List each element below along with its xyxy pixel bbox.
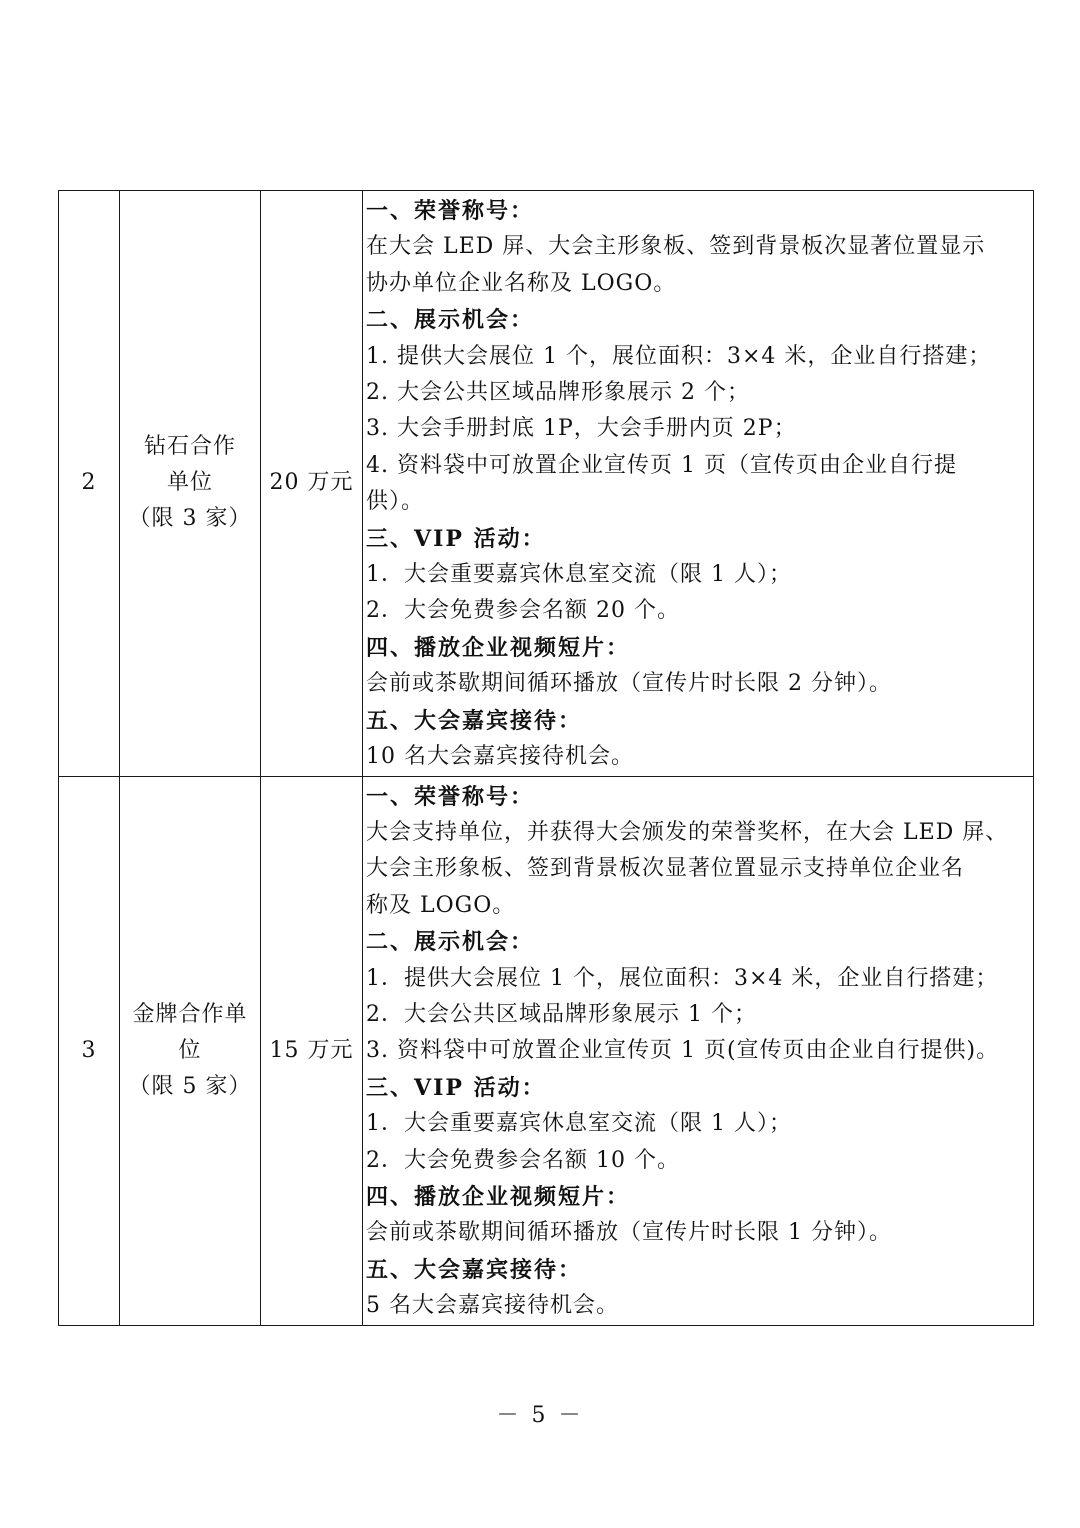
benefit-line: 大会支持单位，并获得大会颁发的荣誉奖杯，在大会 LED 屏、 [366, 819, 1009, 845]
sponsor-level-text: （限 5 家） [128, 1073, 252, 1099]
benefit-heading: 五、大会嘉宾接待： [366, 1256, 583, 1283]
benefit-heading: 三、VIP 活动： [366, 525, 546, 552]
benefit-line: 大会主形象板、签到背景板次显著位置显示支持单位企业名 [366, 856, 965, 882]
benefit-line: 1．大会重要嘉宾休息室交流（限 1 人）； [366, 562, 792, 588]
price-cell: 20 万元 [261, 191, 363, 777]
benefit-line: 5 名大会嘉宾接待机会。 [366, 1293, 619, 1319]
benefit-heading: 五、大会嘉宾接待： [366, 707, 583, 734]
benefit-line: 1．大会重要嘉宾休息室交流（限 1 人）； [366, 1111, 792, 1137]
row-number-cell: 2 [59, 191, 120, 777]
sponsor-level-cell [120, 191, 261, 777]
table-row [59, 776, 1034, 1325]
benefit-line: 1．提供大会展位 1 个，展位面积：3×4 米，企业自行搭建； [366, 965, 999, 991]
benefit-line: 3. 大会手册封底 1P，大会手册内页 2P； [366, 416, 797, 442]
sponsor-level-cell [120, 776, 261, 1325]
benefit-line: 2．大会免费参会名额 10 个。 [366, 1147, 680, 1173]
benefit-heading: 一、荣誉称号： [366, 783, 535, 810]
benefit-line: 会前或茶歇期间循环播放（宣传片时长限 1 分钟）。 [366, 1220, 892, 1246]
benefit-line: 1. 提供大会展位 1 个，展位面积：3×4 米，企业自行搭建； [366, 343, 992, 369]
benefit-line: 在大会 LED 屏、大会主形象板、签到背景板次显著位置显示 [366, 234, 986, 260]
benefit-line: 称及 LOGO。 [366, 892, 516, 918]
benefit-line: 会前或茶歇期间循环播放（宣传片时长限 2 分钟）。 [366, 671, 892, 697]
benefit-line: 10 名大会嘉宾接待机会。 [366, 744, 634, 770]
sponsorship-table [58, 190, 1034, 1326]
sponsor-level-text: （限 3 家） [128, 506, 252, 532]
price-cell: 15 万元 [261, 776, 363, 1325]
benefit-line: 2. 大会公共区域品牌形象展示 2 个； [366, 380, 750, 406]
benefit-heading: 二、展示机会： [366, 929, 535, 956]
sponsor-level-text: 钻石合作 [143, 434, 236, 460]
benefit-heading: 二、展示机会： [366, 307, 535, 334]
benefits-cell [363, 191, 1034, 777]
benefit-line: 2．大会公共区域品牌形象展示 1 个； [366, 1001, 757, 1027]
benefit-line: 协办单位企业名称及 LOGO。 [366, 270, 677, 296]
benefit-line: 4. 资料袋中可放置企业宣传页 1 页（宣传页由企业自行提 [366, 452, 957, 478]
benefit-line: 供）。 [366, 489, 425, 515]
benefit-heading: 三、VIP 活动： [366, 1074, 546, 1101]
sponsor-level-text: 位 [178, 1037, 202, 1063]
sponsor-level-text: 金牌合作单 [132, 1001, 248, 1027]
benefit-line: 3. 资料袋中可放置企业宣传页 1 页(宣传页由企业自行提供)。 [366, 1038, 1000, 1064]
page-number: － 5 － [496, 1403, 584, 1428]
benefit-heading: 一、荣誉称号： [366, 198, 535, 224]
benefits-cell [363, 776, 1034, 1325]
benefit-heading: 四、播放企业视频短片： [366, 634, 631, 661]
table-row [59, 191, 1034, 777]
sponsor-level-text: 单位 [166, 470, 213, 496]
row-number-cell: 3 [59, 776, 120, 1325]
benefit-heading: 四、播放企业视频短片： [366, 1183, 631, 1210]
benefit-line: 2．大会免费参会名额 20 个。 [366, 598, 680, 624]
